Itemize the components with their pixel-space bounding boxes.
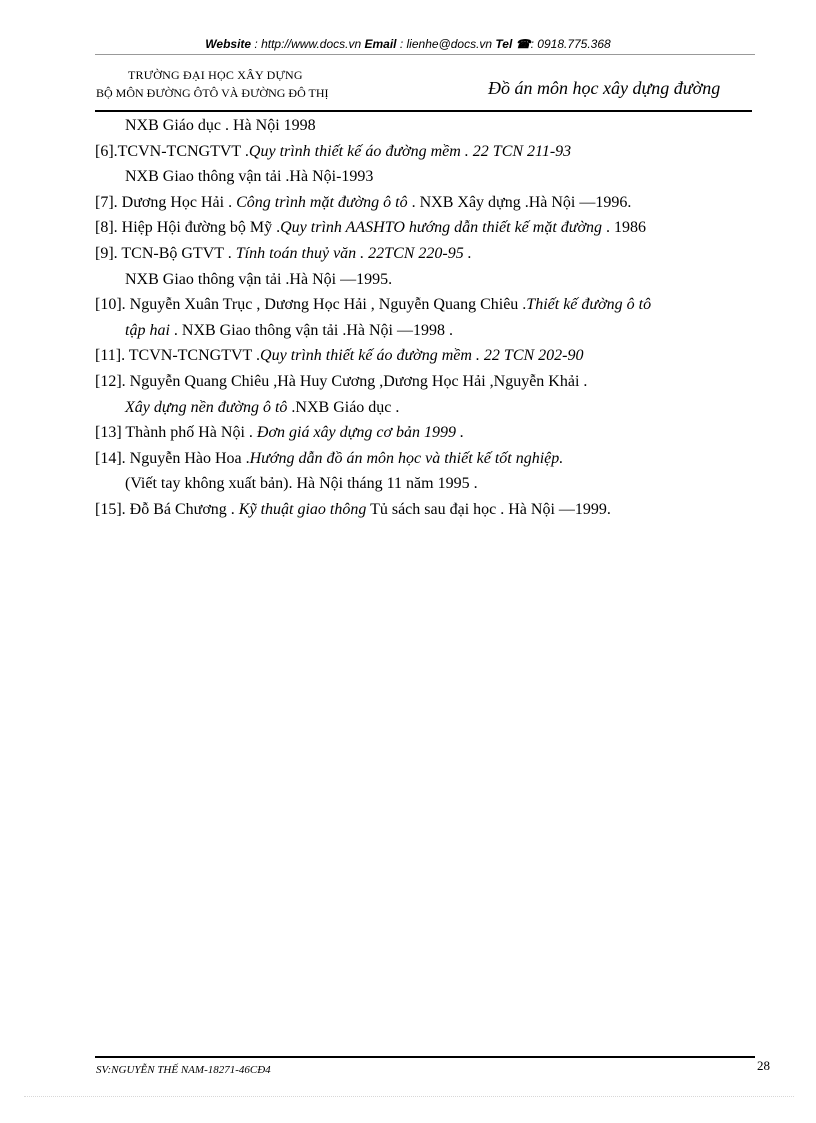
reference-continuation — [95, 267, 785, 293]
email-value: : lienhe@docs.vn — [399, 37, 493, 51]
reference-text: [14]. Nguyễn Hào Hoa . — [95, 449, 250, 467]
reference-item — [95, 420, 785, 446]
reference-item — [95, 190, 785, 216]
reference-item — [95, 369, 785, 395]
reference-text: [12]. Nguyễn Quang Chiêu ,Hà Huy Cương ,Dương Học Hải ,Nguyễn Khải . — [95, 372, 588, 390]
course-title: Đồ án môn học xây dựng đường — [488, 78, 721, 98]
reference-continuation — [95, 164, 785, 190]
reference-title: tập hai — [125, 321, 170, 339]
reference-text: NXB Giao thông vận tải .Hà Nội —1995. — [125, 270, 393, 288]
reference-item — [95, 343, 785, 369]
reference-title: Xây dựng nền đường ô tô — [125, 398, 288, 416]
reference-list — [95, 113, 785, 523]
website-label: Website — [205, 37, 252, 51]
reference-text: [7]. Dương Học Hải . — [95, 193, 237, 211]
reference-text: . NXB Xây dựng .Hà Nội —1996. — [407, 193, 632, 211]
reference-title: Công trình mặt đường ô tô — [236, 193, 408, 211]
email-label: Email — [364, 37, 397, 51]
reference-text: [13] Thành phố Hà Nội . — [95, 424, 257, 442]
reference-continuation — [95, 318, 785, 344]
reference-text: Tủ sách sau đại học . Hà Nội —1999. — [366, 500, 611, 518]
reference-title: Kỹ thuật giao thông — [238, 500, 367, 518]
reference-text: [11]. TCVN-TCNGTVT . — [95, 347, 261, 365]
reference-item — [95, 446, 785, 472]
reference-text: NXB Giáo dục . Hà Nội 1998 — [125, 117, 316, 134]
reference-continuation — [95, 113, 785, 139]
tel-value: : 0918.775.368 — [530, 37, 611, 51]
school-name: TRƯỜNG ĐẠI HỌC XÂY DỰNG — [128, 68, 303, 82]
reference-text: NXB Giao thông vận tải .Hà Nội-1993 — [125, 168, 374, 186]
website-banner — [0, 37, 816, 51]
header-divider — [95, 110, 752, 112]
reference-text: [9]. TCN-Bộ GTVT . — [95, 244, 236, 262]
reference-title: Quy trình AASHTO hướng dẫn thiết kế mặt đường — [280, 219, 603, 237]
footer-divider — [95, 1056, 755, 1058]
reference-continuation — [95, 471, 785, 497]
top-divider — [95, 54, 755, 55]
department-name: BỘ MÔN ĐƯỜNG ÔTÔ VÀ ĐƯỜNG ĐÔ THỊ — [96, 86, 329, 100]
website-value: : http://www.docs.vn — [254, 37, 362, 51]
reference-item — [95, 215, 785, 241]
reference-text: [15]. Đỗ Bá Chương . — [95, 500, 239, 518]
reference-title: Quy trình thiết kế áo đường mềm . 22 TCN 202-90 — [260, 347, 584, 365]
reference-item — [95, 292, 785, 318]
reference-text: (Viết tay không xuất bản). Hà Nội tháng 11 năm 1995 . — [125, 475, 478, 493]
reference-title: Hướng dẫn đồ án môn học và thiết kế tốt nghiệp. — [249, 449, 564, 467]
phone-icon: ☎ — [515, 37, 531, 51]
reference-title: Thiết kế đường ô tô — [526, 296, 652, 314]
reference-item — [95, 139, 785, 165]
tel-label: Tel — [495, 37, 513, 51]
page-number: 28 — [757, 1058, 770, 1073]
reference-continuation — [95, 395, 785, 421]
reference-text: . 1986 — [602, 219, 647, 237]
student-info: SV:NGUYỄN THẾ NAM-18271-46CĐ4 — [96, 1064, 271, 1076]
reference-text: [10]. Nguyễn Xuân Trục , Dương Học Hải , Nguyễn Quang Chiêu . — [95, 296, 527, 314]
reference-item — [95, 497, 785, 523]
reference-title: Tính toán thuỷ văn . 22TCN 220-95 . — [235, 244, 472, 262]
reference-title: Đơn giá xây dựng cơ bản 1999 . — [256, 424, 465, 442]
reference-text: [8]. Hiệp Hội đường bộ Mỹ . — [95, 219, 281, 237]
reference-title: Quy trình thiết kế áo đường mềm . 22 TCN 211-93 — [248, 142, 572, 160]
reference-item — [95, 241, 785, 267]
page-bottom-border — [24, 1096, 794, 1097]
reference-text: [6].TCVN-TCNGTVT . — [95, 142, 249, 160]
reference-text: . NXB Giao thông vận tải .Hà Nội —1998 . — [169, 321, 453, 339]
reference-text: .NXB Giáo dục . — [287, 398, 400, 416]
